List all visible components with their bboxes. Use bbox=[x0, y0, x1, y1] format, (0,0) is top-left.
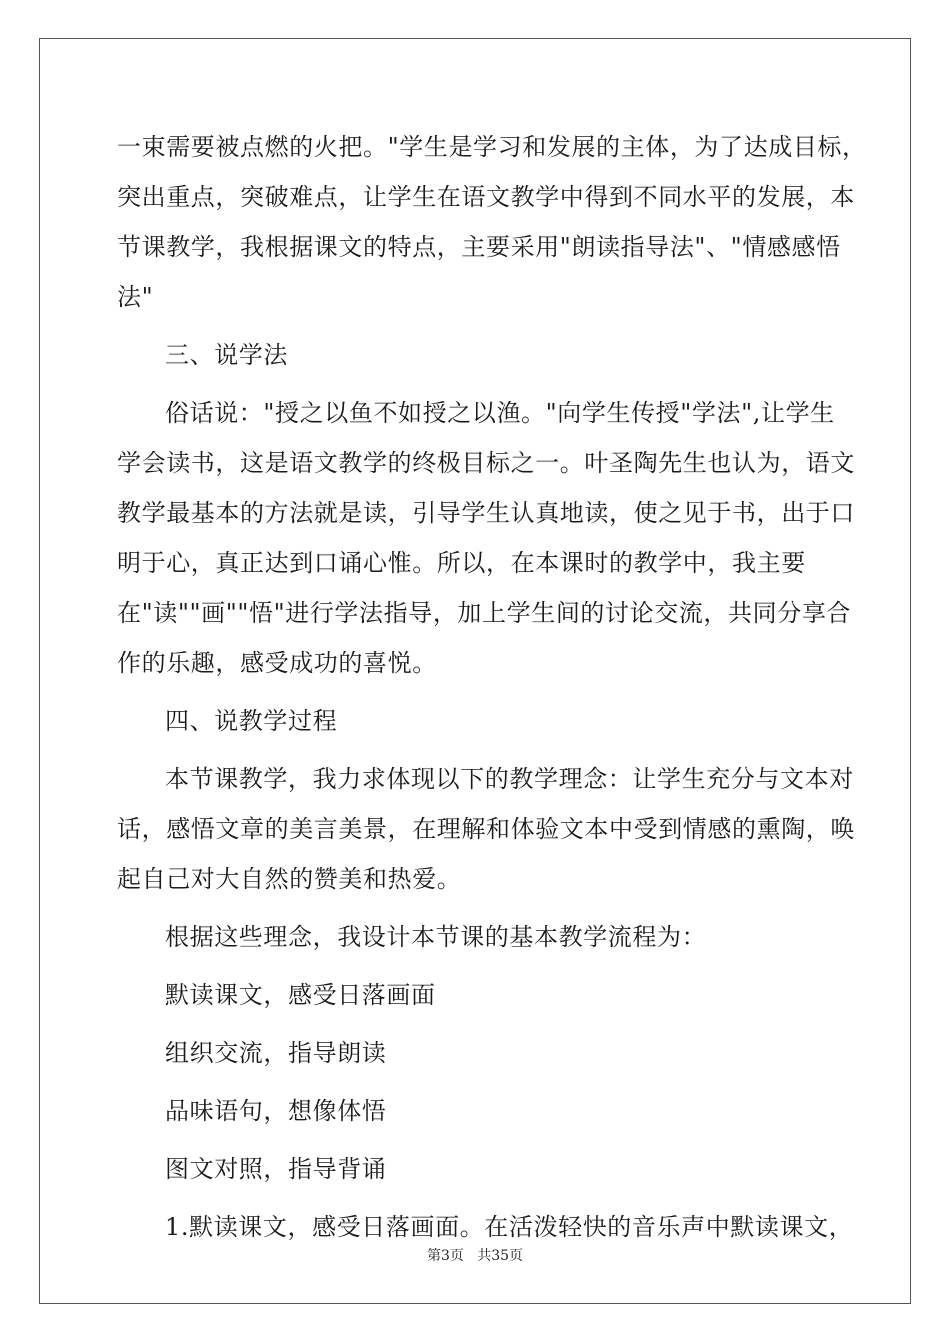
paragraph-line: 根据这些理念，我设计本节课的基本教学流程为： bbox=[165, 923, 707, 951]
list-item: 图文对照，指导背诵 bbox=[165, 1155, 387, 1183]
paragraph-line: 明于心，真正达到口诵心惟。所以，在本课时的教学中，我主要 bbox=[117, 549, 806, 577]
paragraph-line: 突出重点，突破难点，让学生在语文教学中得到不同水平的发展，本 bbox=[117, 183, 855, 211]
paragraph-line: 作的乐趣，感受成功的喜悦。 bbox=[117, 649, 437, 677]
paragraph-line: 本节课教学，我力求体现以下的教学理念：让学生充分与文本对 bbox=[165, 765, 854, 793]
section-heading: 三、说学法 bbox=[165, 341, 288, 369]
paragraph-line: 1.默读课文，感受日落画面。在活泼轻快的音乐声中默读课文， bbox=[165, 1213, 854, 1241]
list-item: 组织交流，指导朗读 bbox=[165, 1039, 387, 1067]
paragraph-line: 一束需要被点燃的火把。"学生是学习和发展的主体，为了达成目标， bbox=[117, 133, 867, 161]
paragraph-line: 俗话说："授之以鱼不如授之以渔。"向学生传授"学法",让学生 bbox=[165, 399, 835, 427]
list-item: 品味语句，想像体悟 bbox=[165, 1097, 387, 1125]
list-item: 默读课文，感受日落画面 bbox=[165, 981, 436, 1009]
paragraph-line: 话，感悟文章的美言美景，在理解和体验文本中受到情感的熏陶，唤 bbox=[117, 815, 855, 843]
paragraph-line: 学会读书，这是语文教学的终极目标之一。叶圣陶先生也认为，语文 bbox=[117, 449, 855, 477]
document-body bbox=[117, 122, 867, 1252]
paragraph-line: 法" bbox=[117, 283, 154, 311]
page-number-footer: 第3页 共35页 bbox=[426, 1248, 524, 1264]
paragraph-line: 节课教学，我根据课文的特点，主要采用"朗读指导法"、"情感感悟 bbox=[117, 233, 841, 261]
paragraph-line: 在"读""画""悟"进行学法指导，加上学生间的讨论交流，共同分享合 bbox=[117, 599, 852, 627]
paragraph-line: 教学最基本的方法就是读，引导学生认真地读，使之见于书，出于口 bbox=[117, 499, 855, 527]
paragraph-line: 起自己对大自然的赞美和热爱。 bbox=[117, 865, 462, 893]
section-heading: 四、说教学过程 bbox=[165, 707, 338, 735]
